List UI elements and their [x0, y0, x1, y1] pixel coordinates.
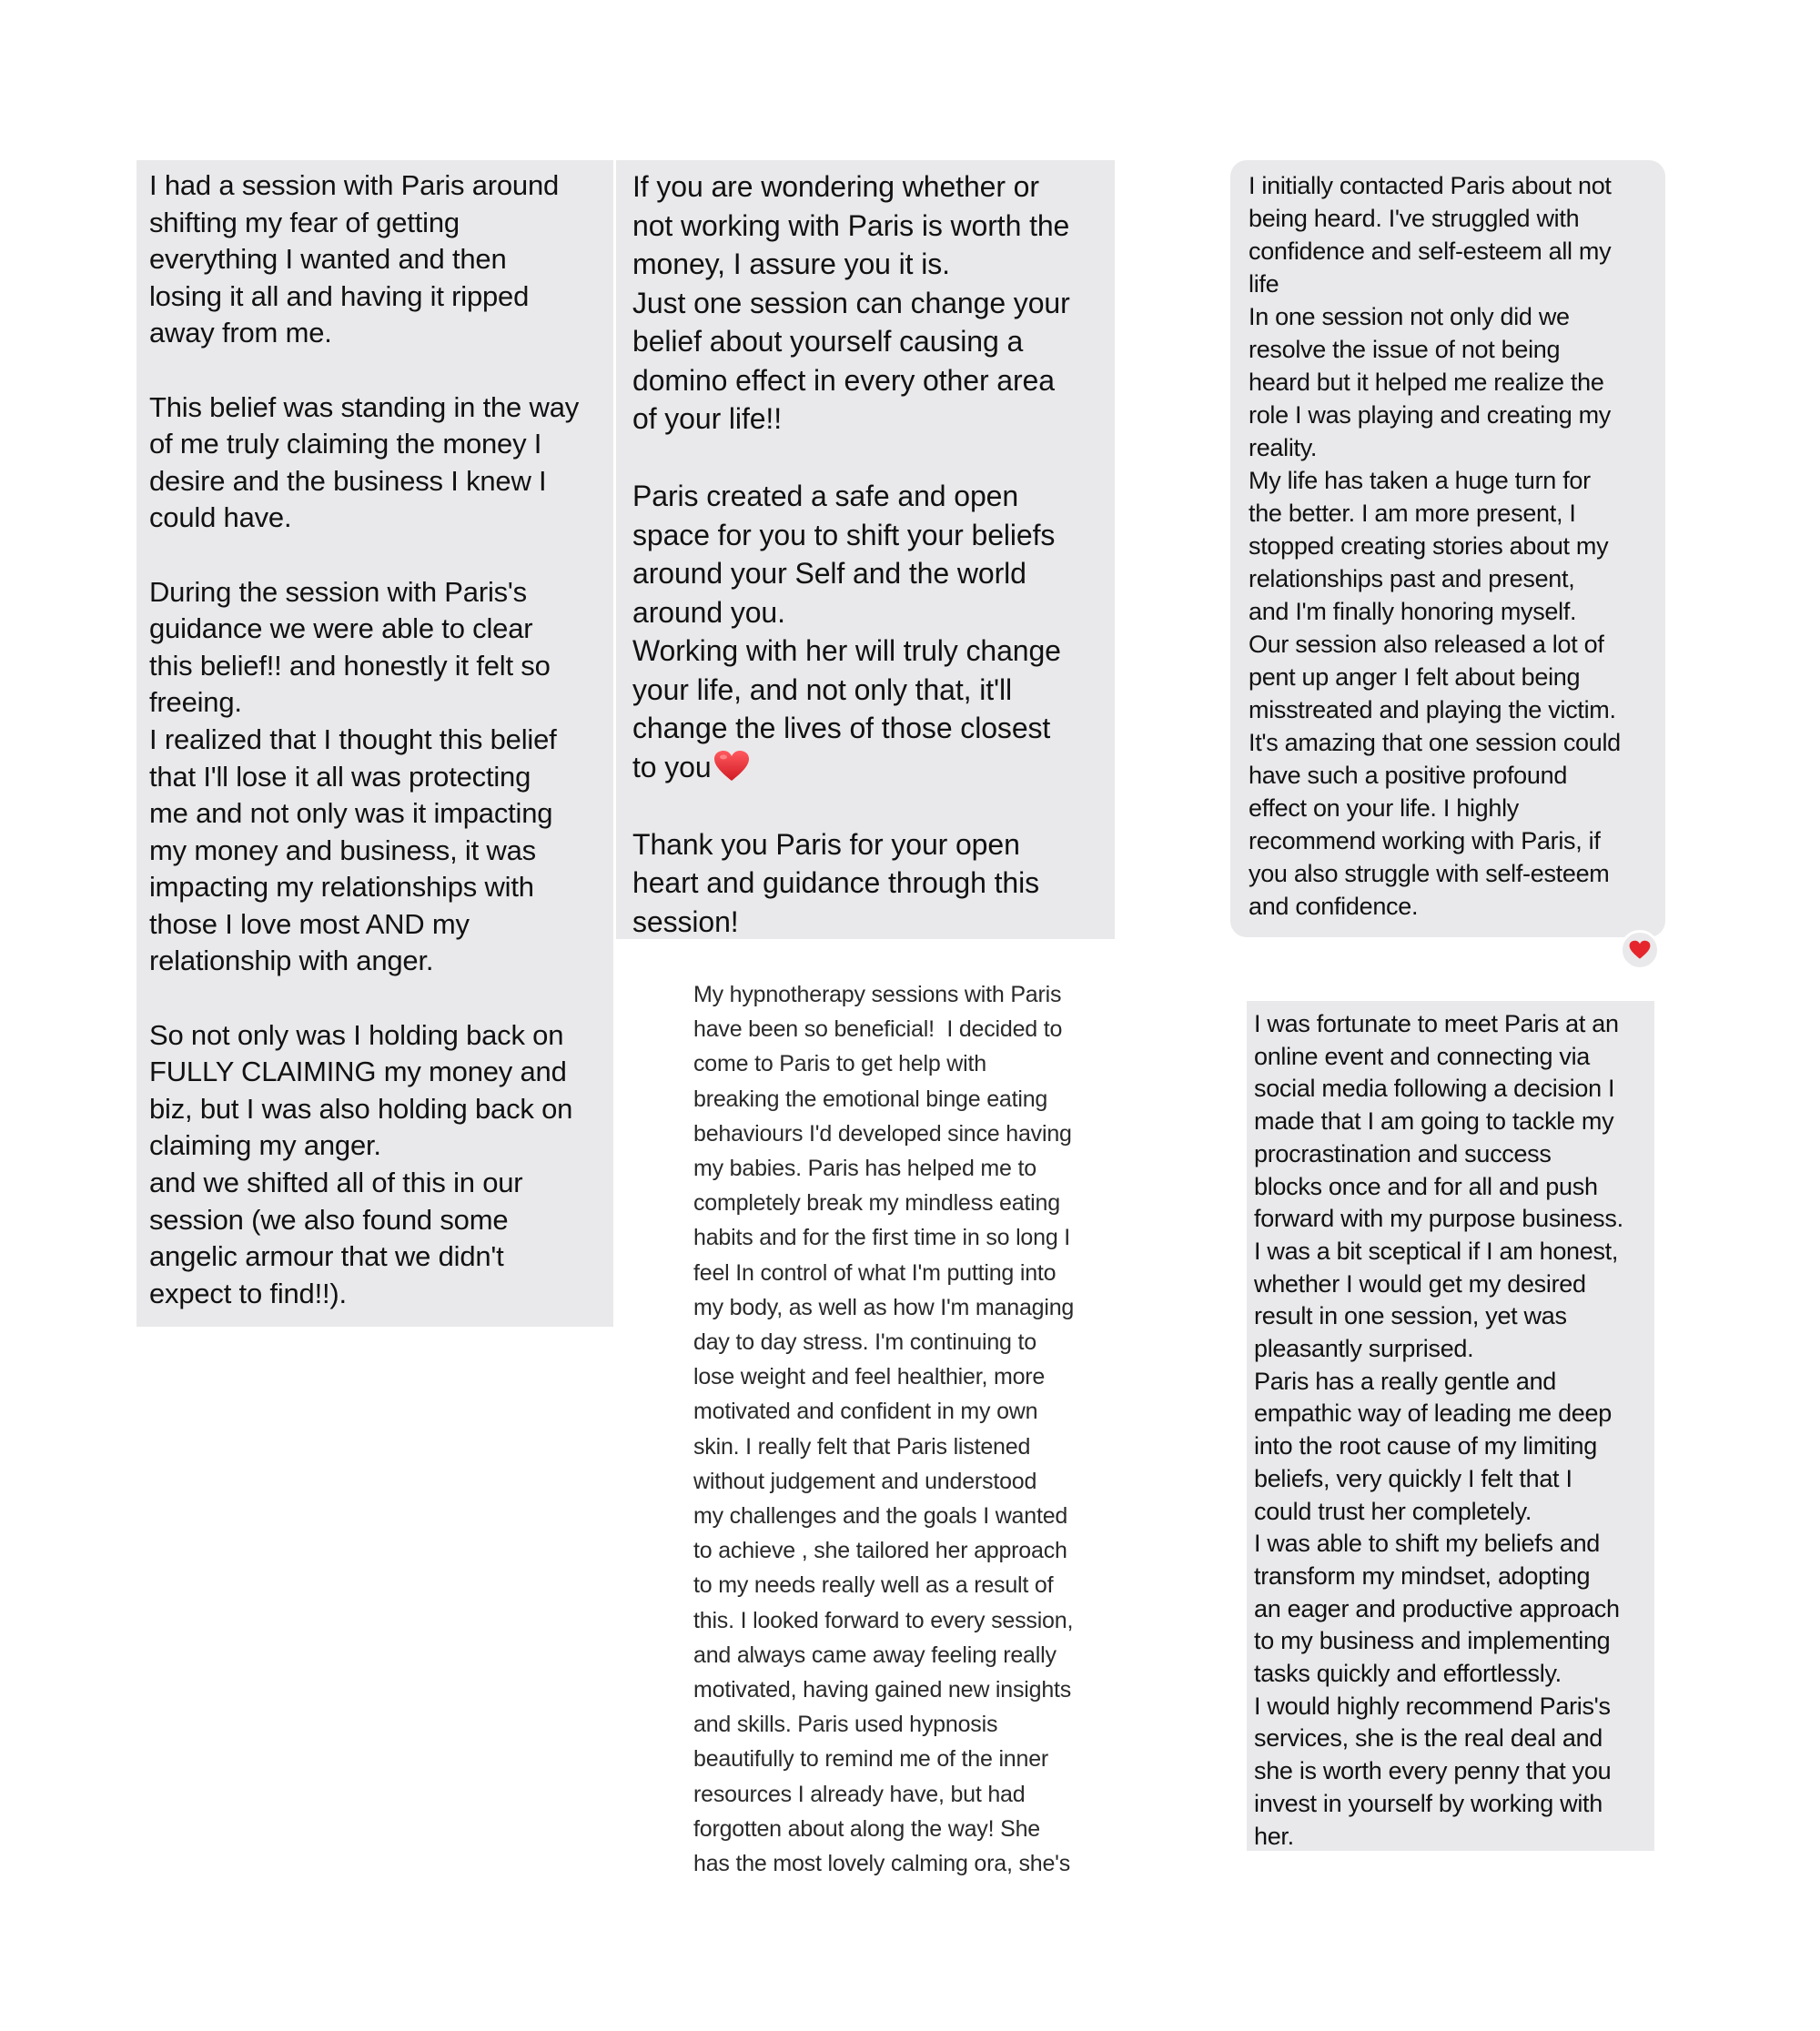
- testimonial-card-2: [616, 160, 1115, 939]
- testimonial-text-4: My hypnotherapy sessions with Paris have been so beneficial! I decided to come to Paris to get help with breaking the emotional binge eating behaviours I'd developed since having my babies. Paris has helped me to completely break my mindless eating habits and for the first time in so long I feel In control of what I'm putting into my body, as well as how I'm managing day to day stress. I'm continuing to lose weight and feel healthier, more motivated and confident in my own skin. I really felt that Paris listened without judgement and understood my challenges and the goals I wanted to achieve , she tailored her approach to my needs really well as a result of this. I looked forward to every session, and always came away feeling really motivated, having gained new insights and skills. Paris used hypnosis beautifully to remind me of the inner resources I already have, but had forgotten about along the way! She has the most lovely calming ora, she's: [693, 982, 1075, 1877]
- testimonial-text-1: I had a session with Paris around shifting my fear of getting everything I wanted and then losing it all and having it ripped away from me. This belief was standing in the way of me truly claiming the money I desire and the business I knew I could have. During the session with Paris's guidance we were able to clear this belief!! and honestly it felt so freeing. I realized that I thought this belief that I'll lose it all was protecting me and not only was it impacting my money and business, it was impacting my relationships with those I love most AND my relationship with anger. So not only was I holding back on FULLY CLAIMING my money and biz, but I was also holding back on claiming my anger. and we shifted all of this in our session (we also found some angelic armour that we didn't expect to find!!).: [149, 169, 580, 1309]
- testimonial-card-3: [1230, 160, 1665, 937]
- red-heart-reaction-icon: [1629, 940, 1651, 960]
- heart-reaction-badge: [1620, 930, 1660, 970]
- testimonial-text-2-part2: Thank you Paris for your open heart and guidance through this session!: [632, 827, 1040, 938]
- testimonial-text-3: I initially contacted Paris about not being heard. I've struggled with confidence and self-esteem all my life In one session not only did we resolve the issue of not being heard but it helped me realize the role I was playing and creating my reality. My life has taken a huge turn for the better. I am more present, I stopped creating stories about my relationships past and present, and I'm finally honoring myself. Our session also released a lot of pent up anger I felt about being misstreated and playing the victim. It's amazing that one session could have such a positive profound effect on your life. I highly recommend working with Paris, if you also struggle with self-esteem and confidence.: [1249, 172, 1621, 920]
- testimonial-card-5: [1247, 1001, 1654, 1851]
- testimonial-text-2-part1: If you are wondering whether or not working with Paris is worth the money, I assure you it is. Just one session can change your belief about yourself causing a domino effect in every other area of your life!! Paris created a safe and open space for you to shift your beliefs around your Self and the world around you. Working with her will truly change your life, and not only that, it'll change the lives of those closest to you: [632, 170, 1070, 783]
- testimonial-card-4: [693, 968, 1112, 1878]
- red-heart-icon: [713, 750, 750, 783]
- testimonial-text-5: I was fortunate to meet Paris at an online event and connecting via social media following a decision I made that I am going to tackle my procrastination and success blocks once and for all and push forward with my purpose business. I was a bit sceptical if I am honest, whether I would get my desired result in one session, yet was pleasantly surprised. Paris has a really gentle and empathic way of leading me deep into the root cause of my limiting beliefs, very quickly I felt that I could trust her completely. I was able to shift my beliefs and transform my mindset, adopting an eager and productive approach to my business and implementing tasks quickly and effortlessly. I would highly recommend Paris's services, she is the real deal and she is worth every penny that you invest in yourself by working with her.: [1254, 1010, 1623, 1850]
- testimonial-card-1: [136, 160, 613, 1327]
